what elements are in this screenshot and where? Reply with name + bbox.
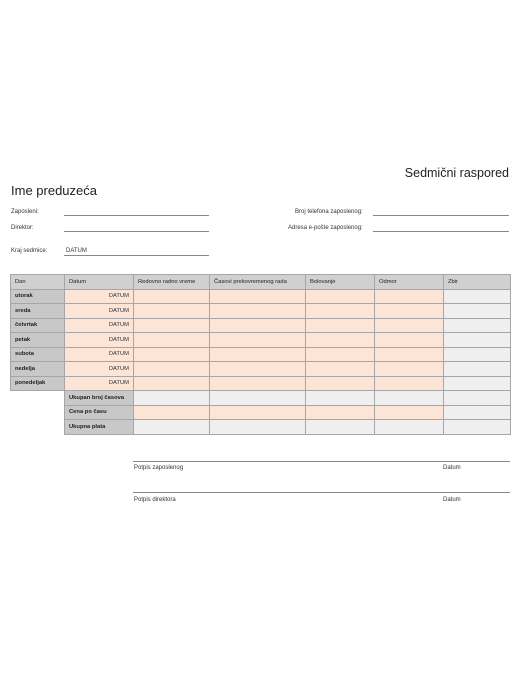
sick-cell[interactable] — [306, 318, 375, 333]
total-cell — [444, 318, 511, 333]
email-field[interactable] — [373, 231, 509, 232]
summary-row-rate — [11, 405, 511, 420]
regular-hours-cell[interactable] — [134, 347, 210, 362]
sick-cell[interactable] — [306, 304, 375, 319]
table-row — [11, 376, 511, 391]
day-cell: utorak — [11, 289, 65, 304]
vacation-cell[interactable] — [375, 289, 444, 304]
regular-hours-cell[interactable] — [134, 376, 210, 391]
column-header-date: Datum — [65, 275, 134, 290]
sick-cell[interactable] — [306, 376, 375, 391]
week-end-label: Kraj sedmice: — [11, 248, 48, 254]
table-row — [11, 333, 511, 348]
vacation-cell[interactable] — [375, 304, 444, 319]
day-cell: ponedeljak — [11, 376, 65, 391]
phone-field[interactable] — [373, 215, 509, 216]
employee-label: Zaposleni: — [11, 209, 39, 215]
vacation-cell[interactable] — [375, 347, 444, 362]
summary-cell — [375, 420, 444, 435]
overtime-cell[interactable] — [210, 376, 306, 391]
total-cell — [444, 362, 511, 377]
summary-label: Ukupna plata — [65, 420, 134, 435]
date-cell[interactable]: DATUM — [65, 318, 134, 333]
document-title: Sedmični raspored — [404, 166, 509, 180]
regular-hours-cell[interactable] — [134, 362, 210, 377]
week-end-value[interactable]: DATUM — [66, 248, 87, 254]
rate-cell[interactable] — [375, 405, 444, 420]
overtime-cell[interactable] — [210, 362, 306, 377]
column-header-day: Dan — [11, 275, 65, 290]
date-cell[interactable]: DATUM — [65, 347, 134, 362]
date-cell[interactable]: DATUM — [65, 362, 134, 377]
day-cell: petak — [11, 333, 65, 348]
summary-cell — [306, 391, 375, 406]
overtime-cell[interactable] — [210, 333, 306, 348]
vacation-cell[interactable] — [375, 362, 444, 377]
director-signature-line[interactable] — [133, 492, 510, 493]
column-header-overtime: Časovi prekovremenog rada — [210, 275, 306, 290]
table-row — [11, 318, 511, 333]
timesheet-table — [10, 274, 511, 435]
sick-cell[interactable] — [306, 362, 375, 377]
date-cell[interactable]: DATUM — [65, 289, 134, 304]
total-cell — [444, 289, 511, 304]
summary-label: Cena po času — [65, 405, 134, 420]
employee-signature-date-label: Datum — [443, 465, 461, 471]
rate-cell[interactable] — [306, 405, 375, 420]
summary-label: Ukupan broj časova — [65, 391, 134, 406]
summary-cell — [444, 391, 511, 406]
date-cell[interactable]: DATUM — [65, 304, 134, 319]
column-header-regular-hours: Redovno radno vreme — [134, 275, 210, 290]
overtime-cell[interactable] — [210, 304, 306, 319]
summary-row-total-hours — [11, 391, 511, 406]
table-row — [11, 289, 511, 304]
director-label: Direktor: — [11, 225, 34, 231]
employee-signature-line[interactable] — [133, 461, 510, 462]
day-cell: četvrtak — [11, 318, 65, 333]
director-signature-label: Potpis direktora — [134, 497, 176, 503]
day-cell: subota — [11, 347, 65, 362]
summary-cell — [306, 420, 375, 435]
rate-cell[interactable] — [134, 405, 210, 420]
email-label: Adresa e-pošte zaposlenog: — [288, 225, 363, 231]
summary-cell — [210, 391, 306, 406]
date-cell[interactable]: DATUM — [65, 376, 134, 391]
summary-cell — [134, 391, 210, 406]
overtime-cell[interactable] — [210, 318, 306, 333]
total-cell — [444, 333, 511, 348]
regular-hours-cell[interactable] — [134, 304, 210, 319]
column-header-vacation: Odmor — [375, 275, 444, 290]
regular-hours-cell[interactable] — [134, 289, 210, 304]
table-row — [11, 304, 511, 319]
total-cell — [444, 376, 511, 391]
sick-cell[interactable] — [306, 347, 375, 362]
summary-cell — [210, 420, 306, 435]
column-header-sick: Bolovanje — [306, 275, 375, 290]
total-cell — [444, 304, 511, 319]
date-cell[interactable]: DATUM — [65, 333, 134, 348]
overtime-cell[interactable] — [210, 289, 306, 304]
week-end-field[interactable] — [64, 255, 209, 256]
summary-cell — [134, 420, 210, 435]
sick-cell[interactable] — [306, 289, 375, 304]
table-header-row — [11, 275, 511, 290]
table-row — [11, 362, 511, 377]
total-cell — [444, 347, 511, 362]
day-cell: sreda — [11, 304, 65, 319]
phone-label: Broj telefona zaposlenog: — [295, 209, 363, 215]
employee-signature-label: Potpis zaposlenog — [134, 465, 184, 471]
summary-row-total-pay — [11, 420, 511, 435]
summary-cell — [444, 420, 511, 435]
column-header-total: Zbir — [444, 275, 511, 290]
director-field[interactable] — [64, 231, 209, 232]
sick-cell[interactable] — [306, 333, 375, 348]
vacation-cell[interactable] — [375, 318, 444, 333]
day-cell: nedelja — [11, 362, 65, 377]
regular-hours-cell[interactable] — [134, 333, 210, 348]
company-name[interactable]: Ime preduzeća — [11, 183, 97, 198]
rate-cell[interactable] — [210, 405, 306, 420]
employee-field[interactable] — [64, 215, 209, 216]
regular-hours-cell[interactable] — [134, 318, 210, 333]
director-signature-date-label: Datum — [443, 497, 461, 503]
table-row — [11, 347, 511, 362]
summary-cell — [375, 391, 444, 406]
vacation-cell[interactable] — [375, 376, 444, 391]
vacation-cell[interactable] — [375, 333, 444, 348]
overtime-cell[interactable] — [210, 347, 306, 362]
summary-cell — [444, 405, 511, 420]
